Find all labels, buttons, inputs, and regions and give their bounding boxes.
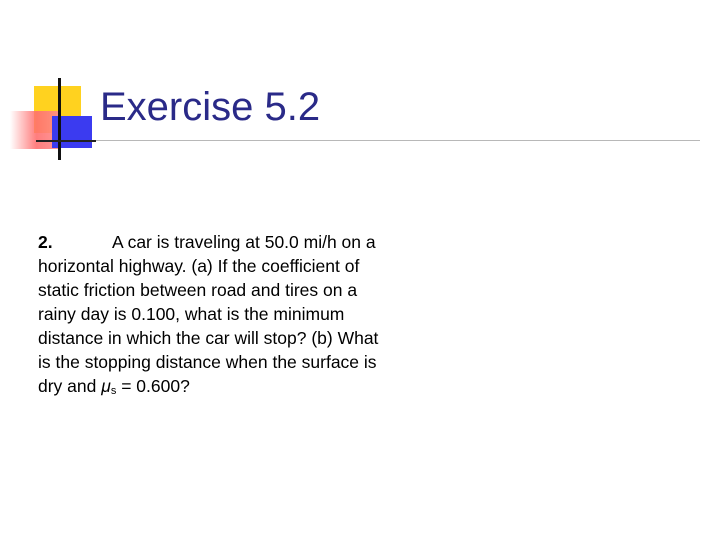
problem-text-part-2: = 0.600?: [116, 376, 190, 396]
slide-logo-decoration: [0, 0, 110, 170]
title-underline-accent: [36, 140, 96, 142]
problem-number: 2.: [38, 232, 53, 252]
mu-subscript: s: [110, 385, 117, 397]
problem-text-part-1: A car is traveling at 50.0 mi/h on a horizontal highway. (a) If the coefficient of static friction between road and tires on a rainy day is 0.100, what is the minimum distance in which the car will stop? (b) What is the stopping distance when the surface is dry and: [38, 232, 379, 396]
problem-text: [38, 230, 383, 403]
vertical-rule-decoration: [58, 78, 61, 160]
mu-symbol: μ: [101, 376, 111, 396]
slide-title: Exercise 5.2: [100, 85, 321, 129]
red-gradient-decoration: [10, 111, 58, 149]
title-underline: [36, 140, 700, 141]
